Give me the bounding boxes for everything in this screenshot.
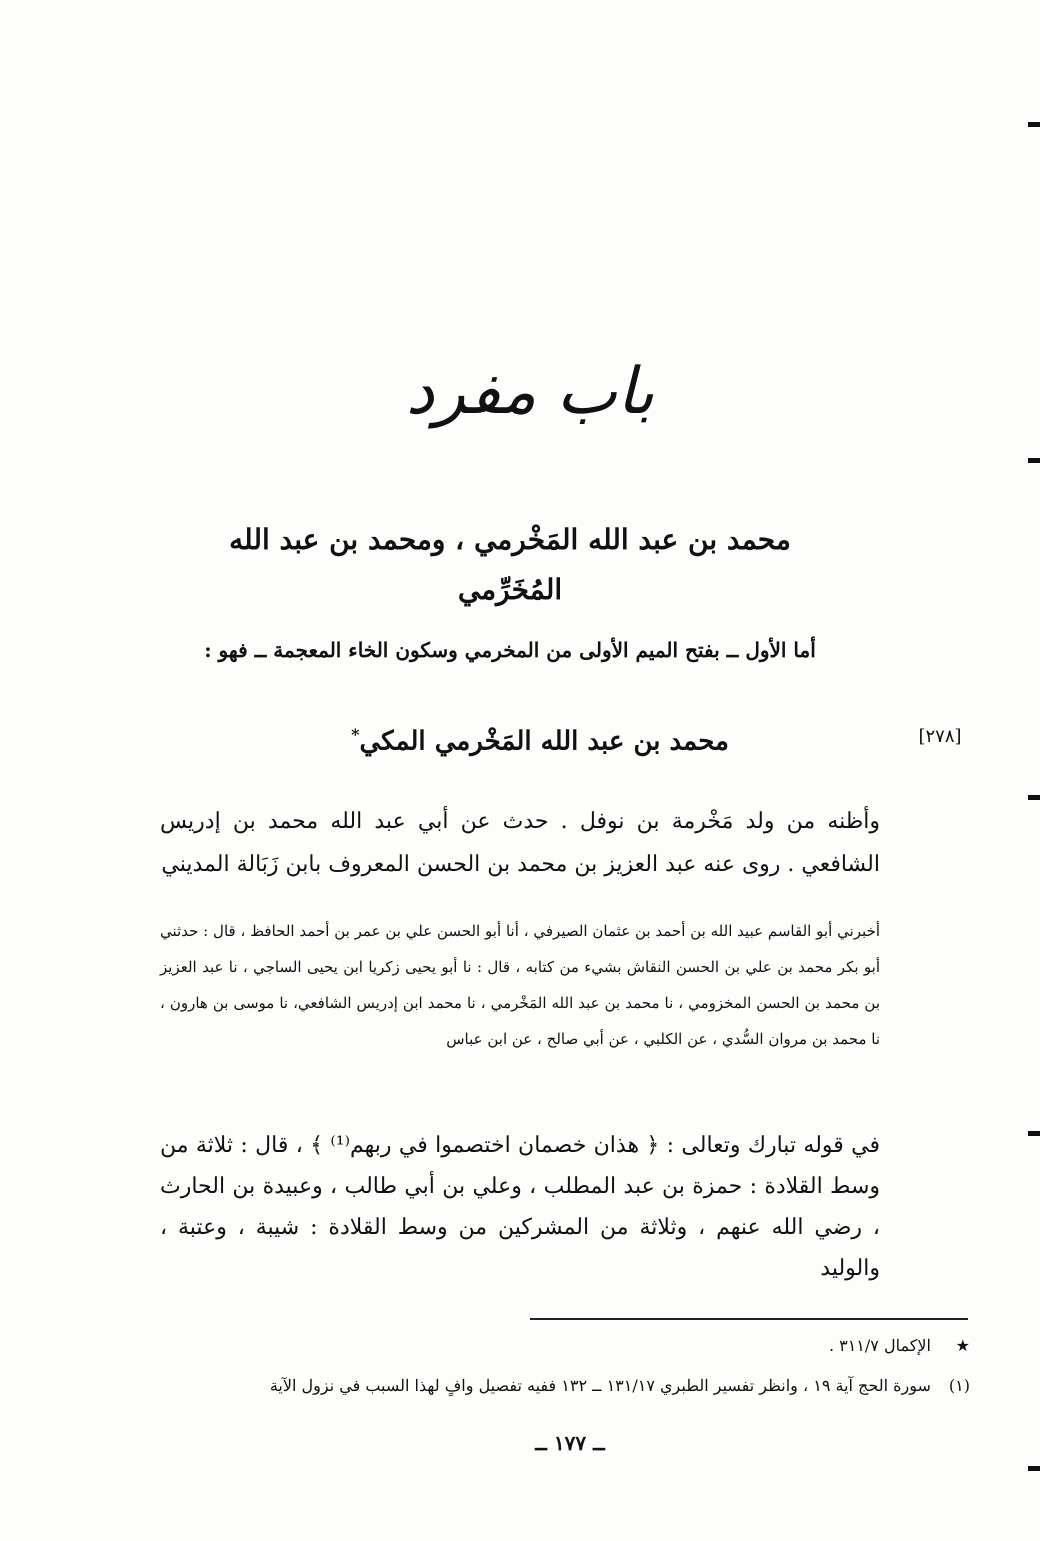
scan-edge-mark bbox=[1028, 1466, 1040, 1471]
scan-edge-mark bbox=[1028, 1131, 1040, 1136]
entry-number: [٢٧٨] bbox=[918, 726, 962, 747]
isnad-chain: أخبرني أبو القاسم عبيد الله بن أحمد بن عثمان الصيرفي ، أنا أبو الحسن علي بن عمر بن أحمد الحافظ ، قال : حدثني أبو بكر محمد بن علي بن الحسن النقاش بشيء من كتابه ، قال : نا أبو يحيى زكريا ابن يحيى الساجي ، نا عبد العزيز بن محمد بن الحسن المخزومي ، نا محمد بن عبد الله المَخْرمي ، نا محمد ابن إدريس الشافعي، نا موسى بن هارون ، نا محمد بن مروان السُّدي ، عن الكلبي ، عن أبي صالح ، عن ابن عباس bbox=[160, 922, 880, 1048]
footnote-divider bbox=[530, 1318, 968, 1320]
section-title: محمد بن عبد الله المَخْرمي ، ومحمد بن عبد الله المُخَرِّمي bbox=[229, 523, 791, 606]
footnote-2-text: سورة الحج آية ١٩ ، وانظر تفسير الطبري ١٣١/١٧ ــ ١٣٢ ففيه تفصيل وافٍ لهذا السبب في نزول الآية bbox=[269, 1376, 931, 1395]
scan-edge-mark bbox=[1028, 795, 1040, 800]
entry-name: محمد بن عبد الله المَخْرمي المكي bbox=[359, 726, 729, 757]
paragraph-2: في قوله تبارك وتعالى : ﴿ هذان خصمان اختصموا في ربهم⁽¹⁾ ﴾ ، قال : ثلاثة من وسط القلادة : حمزة بن عبد المطلب ، وعلي بن أبي طالب ، وعبيدة بن الحارث ، رضي الله عنهم ، وثلاثة من المشركين من وسط القلادة : شيبة ، وعتبة ، والوليد bbox=[160, 1133, 880, 1281]
chapter-heading: باب مفرد bbox=[405, 355, 655, 429]
footnote-1-mark: ★ bbox=[955, 1336, 970, 1355]
footnote-2 bbox=[160, 1372, 970, 1400]
scan-edge-mark bbox=[1028, 458, 1040, 463]
page-number: ــ ١٧٧ ــ bbox=[535, 1431, 605, 1455]
scan-edge-mark bbox=[1028, 122, 1040, 127]
subheading: أما الأول ــ بفتح الميم الأولى من المخرمي وسكون الخاء المعجمة ــ فهو : bbox=[204, 638, 816, 662]
footnote-1-text: الإكمال ٣١١/٧ . bbox=[828, 1336, 931, 1355]
footnote-2-mark: (١) bbox=[948, 1376, 970, 1395]
entry-title bbox=[330, 712, 750, 765]
paragraph-1: وأظنه من ولد مَخْرمة بن نوفل . حدث عن أبي عبد الله محمد بن إدريس الشافعي . روى عنه عبد العزيز بن محمد بن الحسن المعروف بابن زَبَالة المديني bbox=[160, 809, 880, 877]
footnote-1 bbox=[600, 1332, 970, 1360]
entry-footnote-mark: * bbox=[351, 725, 360, 744]
